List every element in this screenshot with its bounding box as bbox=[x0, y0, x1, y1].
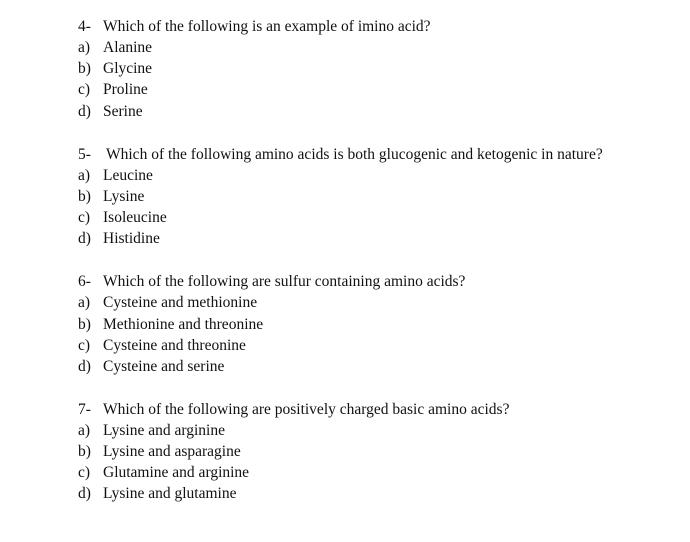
option-letter: d) bbox=[78, 230, 91, 247]
question-number: 7- bbox=[78, 401, 91, 418]
option-text: Lysine bbox=[103, 188, 145, 205]
question-number: 5- bbox=[78, 146, 91, 163]
question-number: 6- bbox=[78, 273, 91, 290]
question-text: Which of the following are positively charged basic amino acids? bbox=[103, 401, 510, 418]
option-letter: a) bbox=[78, 39, 91, 56]
option-letter: b) bbox=[78, 188, 91, 205]
option-text: Serine bbox=[103, 103, 143, 120]
question-number: 4- bbox=[78, 18, 91, 35]
option-letter: c) bbox=[78, 209, 91, 226]
option-text: Cysteine and threonine bbox=[103, 337, 246, 354]
option-text: Histidine bbox=[103, 230, 160, 247]
option-text: Cysteine and serine bbox=[103, 358, 225, 375]
option-letter: d) bbox=[78, 485, 91, 502]
option-text: Glycine bbox=[103, 60, 153, 77]
option-letter: a) bbox=[78, 294, 91, 311]
option-letter: b) bbox=[78, 316, 91, 333]
option-text: Lysine and asparagine bbox=[103, 443, 241, 460]
option-letter: a) bbox=[78, 422, 91, 439]
question-text: Which of the following is an example of imino acid? bbox=[103, 18, 431, 35]
option-text: Proline bbox=[103, 81, 148, 98]
option-letter: c) bbox=[78, 337, 91, 354]
option-text: Leucine bbox=[103, 167, 153, 184]
question-text: Which of the following are sulfur containing amino acids? bbox=[103, 273, 466, 290]
option-text: Alanine bbox=[103, 39, 153, 56]
option-letter: d) bbox=[78, 103, 91, 120]
option-letter: a) bbox=[78, 167, 91, 184]
option-letter: b) bbox=[78, 60, 91, 77]
option-text: Methionine and threonine bbox=[103, 316, 264, 333]
option-letter: c) bbox=[78, 464, 91, 481]
question-text: Which of the following amino acids is both glucogenic and ketogenic in nature? bbox=[106, 146, 603, 163]
option-text: Isoleucine bbox=[103, 209, 167, 226]
option-letter: d) bbox=[78, 358, 91, 375]
option-text: Glutamine and arginine bbox=[103, 464, 250, 481]
option-letter: c) bbox=[78, 81, 91, 98]
option-text: Cysteine and methionine bbox=[103, 294, 258, 311]
option-text: Lysine and arginine bbox=[103, 422, 225, 439]
option-text: Lysine and glutamine bbox=[103, 485, 237, 502]
option-letter: b) bbox=[78, 443, 91, 460]
